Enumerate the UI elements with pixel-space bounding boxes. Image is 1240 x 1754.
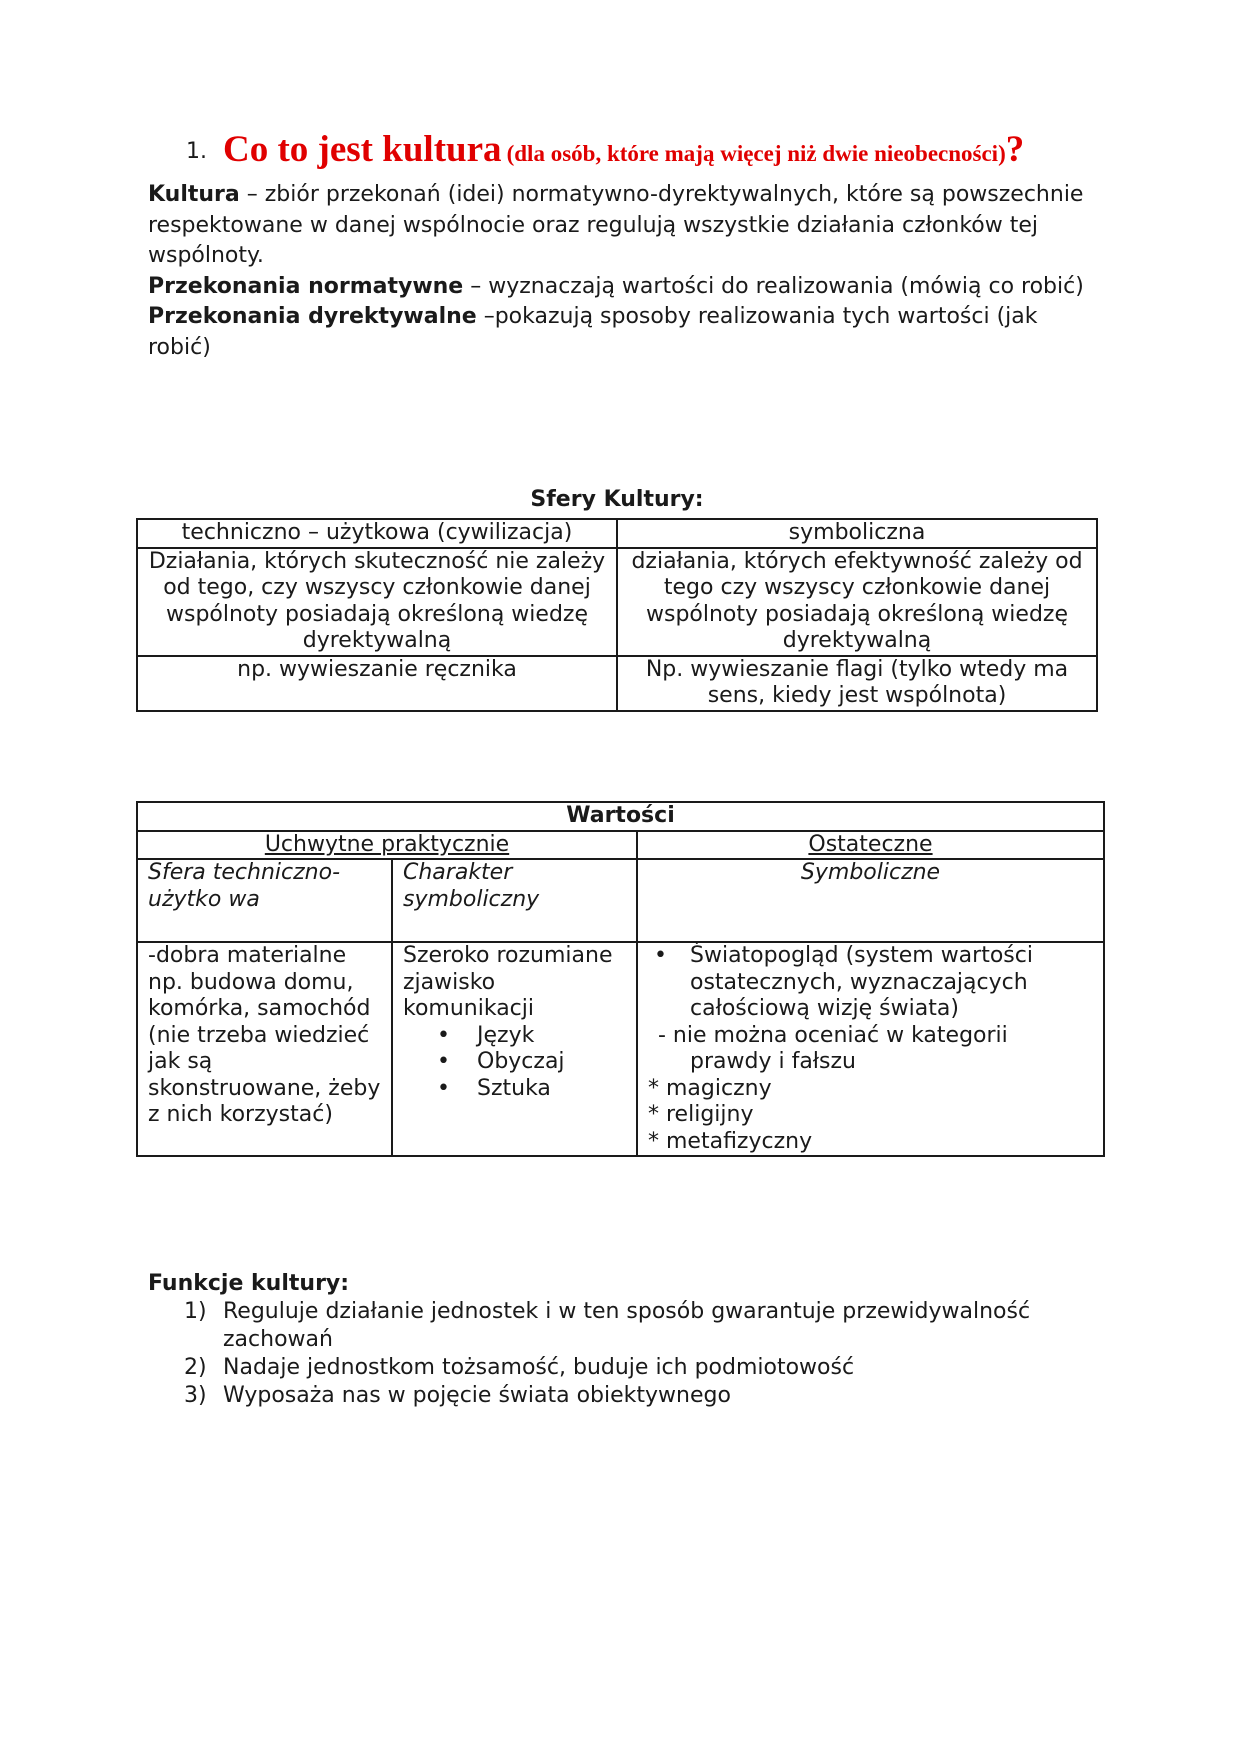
list-item: * religijny bbox=[648, 1102, 754, 1127]
list-item bbox=[148, 1382, 1088, 1410]
definition-dyrektywalne bbox=[148, 302, 1088, 363]
list-item: • Światopogląd (system wartości ostatecznych, wyznaczających całościową wizję świata) bbox=[648, 943, 1093, 1023]
values-cell-ultimate bbox=[637, 942, 1104, 1156]
list-item: * magiczny bbox=[648, 1075, 772, 1101]
values-sub-header: Charakter symboliczny bbox=[392, 859, 637, 942]
definition-normatywne bbox=[148, 272, 1088, 303]
values-cell-material: -dobra materialne np. budowa domu, komórka, samochód (nie trzeba wiedzieć jak są skonstruowane, żeby z nich korzystać) bbox=[137, 942, 392, 1156]
values-cell-intro: Szeroko rozumiane zjawisko komunikacji bbox=[403, 943, 613, 1021]
definition-text: – zbiór przekonań (idei) normatywno-dyrektywalnych, które są powszechnie respektowane w danej wspólnocie oraz regulują wszystkie działania członków tej wspólnoty. bbox=[148, 182, 1084, 268]
question-number: 1. bbox=[186, 139, 207, 164]
functions-list bbox=[148, 1298, 1088, 1410]
values-table bbox=[136, 801, 1105, 1157]
functions-heading: Funkcje kultury: bbox=[148, 1271, 350, 1296]
values-group-right: Ostateczne bbox=[637, 831, 1104, 860]
list-number: 3) bbox=[184, 1383, 207, 1408]
intro-definitions bbox=[148, 180, 1088, 363]
values-sub-header: Symboliczne bbox=[637, 859, 1104, 942]
definition-term: Przekonania normatywne bbox=[148, 273, 464, 299]
values-group-left: Uchwytne praktycznie bbox=[137, 831, 637, 860]
table-row bbox=[137, 859, 1104, 942]
question-mark: ? bbox=[1005, 129, 1025, 170]
table-row bbox=[137, 831, 1104, 860]
table-cell: Działania, których skuteczność nie zależy od tego, czy wszyscy członkowie danej wspólnoty posiadają określoną wiedzę dyrektywalną bbox=[137, 548, 617, 656]
definition-kultura bbox=[148, 180, 1088, 272]
list-text: Nadaje jednostkom tożsamość, buduje ich podmiotowość bbox=[223, 1355, 855, 1380]
question-note: (dla osób, które mają więcej niż dwie nieobecności) bbox=[506, 141, 1006, 166]
list-item: • Język bbox=[403, 1023, 626, 1050]
definition-term: Przekonania dyrektywalne bbox=[148, 304, 477, 329]
question-title bbox=[186, 128, 1024, 171]
list-item bbox=[148, 1298, 1088, 1354]
functions-section bbox=[148, 1270, 1088, 1410]
list-item: * metafizyczny bbox=[648, 1128, 813, 1154]
table-row bbox=[137, 656, 1097, 711]
table-cell: Np. wywieszanie flagi (tylko wtedy ma sens, kiedy jest wspólnota) bbox=[617, 656, 1097, 711]
table-cell: działania, których efektywność zależy od tego czy wszyscy członkowie danej wspólnoty posiadają określoną wiedzę dyrektywalną bbox=[617, 548, 1097, 656]
definition-text: –pokazują sposoby realizowania tych wartości (jak robić) bbox=[148, 304, 1038, 360]
table-row bbox=[137, 942, 1104, 1156]
definition-text: – wyznaczają wartości do realizowania (mówią co robić) bbox=[463, 273, 1084, 299]
table-row bbox=[137, 519, 1097, 548]
definition-term: Kultura bbox=[148, 182, 240, 207]
spheres-table bbox=[136, 518, 1098, 712]
table-header-cell: techniczno – użytkowa (cywilizacja) bbox=[137, 519, 617, 548]
table-header-cell: symboliczna bbox=[617, 519, 1097, 548]
list-number: 2) bbox=[184, 1355, 207, 1380]
list-item: • Obyczaj bbox=[403, 1049, 626, 1076]
values-sub-header: Sfera techniczno-użytko wa bbox=[137, 859, 392, 942]
list-item bbox=[148, 1354, 1088, 1382]
list-item: • Sztuka bbox=[403, 1076, 626, 1103]
list-text: Reguluje działanie jednostek i w ten sposób gwarantuje przewidywalność zachowań bbox=[223, 1299, 1031, 1352]
list-item: - nie można oceniać w kategorii prawdy i fałszu bbox=[658, 1022, 1008, 1074]
table-row bbox=[137, 802, 1104, 831]
communication-list bbox=[403, 1023, 626, 1103]
list-text: Wyposaża nas w pojęcie świata obiektywnego bbox=[223, 1383, 731, 1408]
list-number: 1) bbox=[184, 1299, 207, 1324]
values-cell-symbolic bbox=[392, 942, 637, 1156]
spheres-heading: Sfery Kultury: bbox=[530, 487, 704, 512]
question-main: Co to jest kultura bbox=[223, 129, 502, 170]
table-row bbox=[137, 548, 1097, 656]
table-cell: np. wywieszanie ręcznika bbox=[137, 656, 617, 711]
values-table-title: Wartości bbox=[137, 802, 1104, 831]
worldview-list bbox=[648, 943, 1093, 1155]
